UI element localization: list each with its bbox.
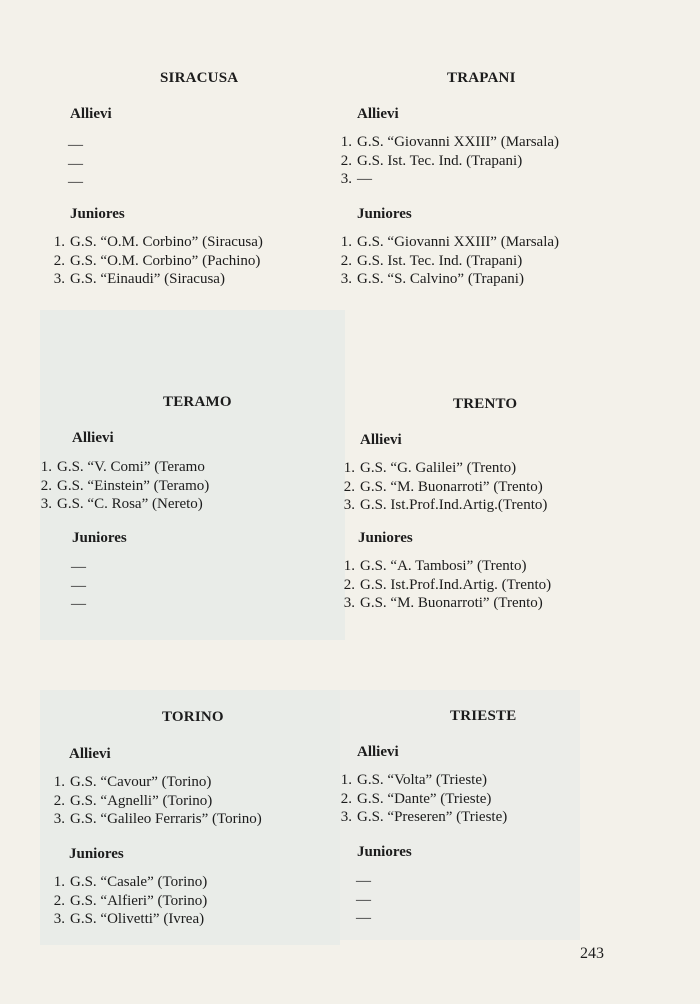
list-item: — [68,137,83,153]
list-item: 1. G.S. “O.M. Corbino” (Siracusa) [53,234,263,250]
section-title-trento: TRENTO [453,396,518,412]
list-item: 2. G.S. “M. Buonarroti” (Trento) [343,478,543,495]
list-item: 3. G.S. “S. Calvino” (Trapani) [340,271,524,287]
list-item: 2. G.S. “Dante” (Trieste) [340,790,492,807]
list-item: 2. G.S. “Alfieri” (Torino) [53,892,208,909]
allievi-heading-trieste: Allievi [357,744,399,760]
list-item: 3. G.S. “C. Rosa” (Nereto) [40,496,203,512]
juniores-list-trieste [340,872,371,928]
allievi-list-siracusa [52,136,83,192]
list-item: 1. G.S. “G. Galilei” (Trento) [343,460,517,476]
juniores-list-siracusa [48,233,263,289]
list-item: 1. G.S. “Cavour” (Torino) [53,774,212,790]
juniores-heading-torino: Juniores [69,846,124,862]
list-item: 3. — [340,171,372,187]
juniores-list-trento [338,557,551,613]
list-item: — [356,873,371,889]
list-item: — [71,596,86,612]
section-title-trieste: TRIESTE [450,708,517,724]
section-title-trapani: TRAPANI [447,70,516,86]
juniores-list-trapani [335,233,559,289]
juniores-list-torino [48,873,207,929]
list-item: — [356,891,371,908]
allievi-heading-siracusa: Allievi [70,106,112,122]
juniores-heading-trento: Juniores [358,530,413,546]
list-item: 1. G.S. “Volta” (Trieste) [340,772,487,788]
allievi-heading-trapani: Allievi [357,106,399,122]
list-item: 1. G.S. “V. Comi” (Teramo [40,459,205,475]
list-item: — [356,910,371,926]
allievi-list-torino [48,773,262,829]
list-item: 3. G.S. “Galileo Ferraris” (Torino) [53,811,262,827]
list-item: — [68,155,83,172]
list-item: 2. G.S. Ist.Prof.Ind.Artig. (Trento) [343,576,552,593]
juniores-list-teramo [55,558,86,614]
allievi-heading-teramo: Allievi [72,430,114,446]
allievi-list-trieste [335,771,507,827]
allievi-heading-torino: Allievi [69,746,111,762]
list-item: 3. G.S. Ist.Prof.Ind.Artig.(Trento) [343,497,548,513]
list-item: 2. G.S. “O.M. Corbino” (Pachino) [53,252,261,269]
allievi-list-teramo [35,458,209,514]
juniores-heading-trapani: Juniores [357,206,412,222]
list-item: 3. G.S. “Einaudi” (Siracusa) [53,271,225,287]
list-item: 3. G.S. “Preseren” (Trieste) [340,809,508,825]
juniores-heading-trieste: Juniores [357,844,412,860]
list-item: 1. G.S. “A. Tambosi” (Trento) [343,558,527,574]
page-number: 243 [580,945,604,962]
section-title-teramo: TERAMO [163,394,232,410]
allievi-list-trento [338,459,547,515]
list-item: 1. G.S. “Giovanni XXIII” (Marsala) [340,134,560,150]
allievi-list-trapani [335,133,559,189]
list-item: — [68,174,83,190]
section-title-torino: TORINO [162,709,224,725]
list-item: — [71,577,86,594]
list-item: 3. G.S. “Olivetti” (Ivrea) [53,911,205,927]
list-item: 2. G.S. Ist. Tec. Ind. (Trapani) [340,252,523,269]
section-title-siracusa: SIRACUSA [160,70,239,86]
list-item: — [71,559,86,575]
list-item: 2. G.S. “Agnelli” (Torino) [53,792,213,809]
allievi-heading-trento: Allievi [360,432,402,448]
list-item: 3. G.S. “M. Buonarroti” (Trento) [343,595,543,611]
list-item: 2. G.S. “Einstein” (Teramo) [40,477,210,494]
list-item: 1. G.S. “Giovanni XXIII” (Marsala) [340,234,560,250]
juniores-heading-siracusa: Juniores [70,206,125,222]
list-item: 2. G.S. Ist. Tec. Ind. (Trapani) [340,152,523,169]
juniores-heading-teramo: Juniores [72,530,127,546]
list-item: 1. G.S. “Casale” (Torino) [53,874,208,890]
